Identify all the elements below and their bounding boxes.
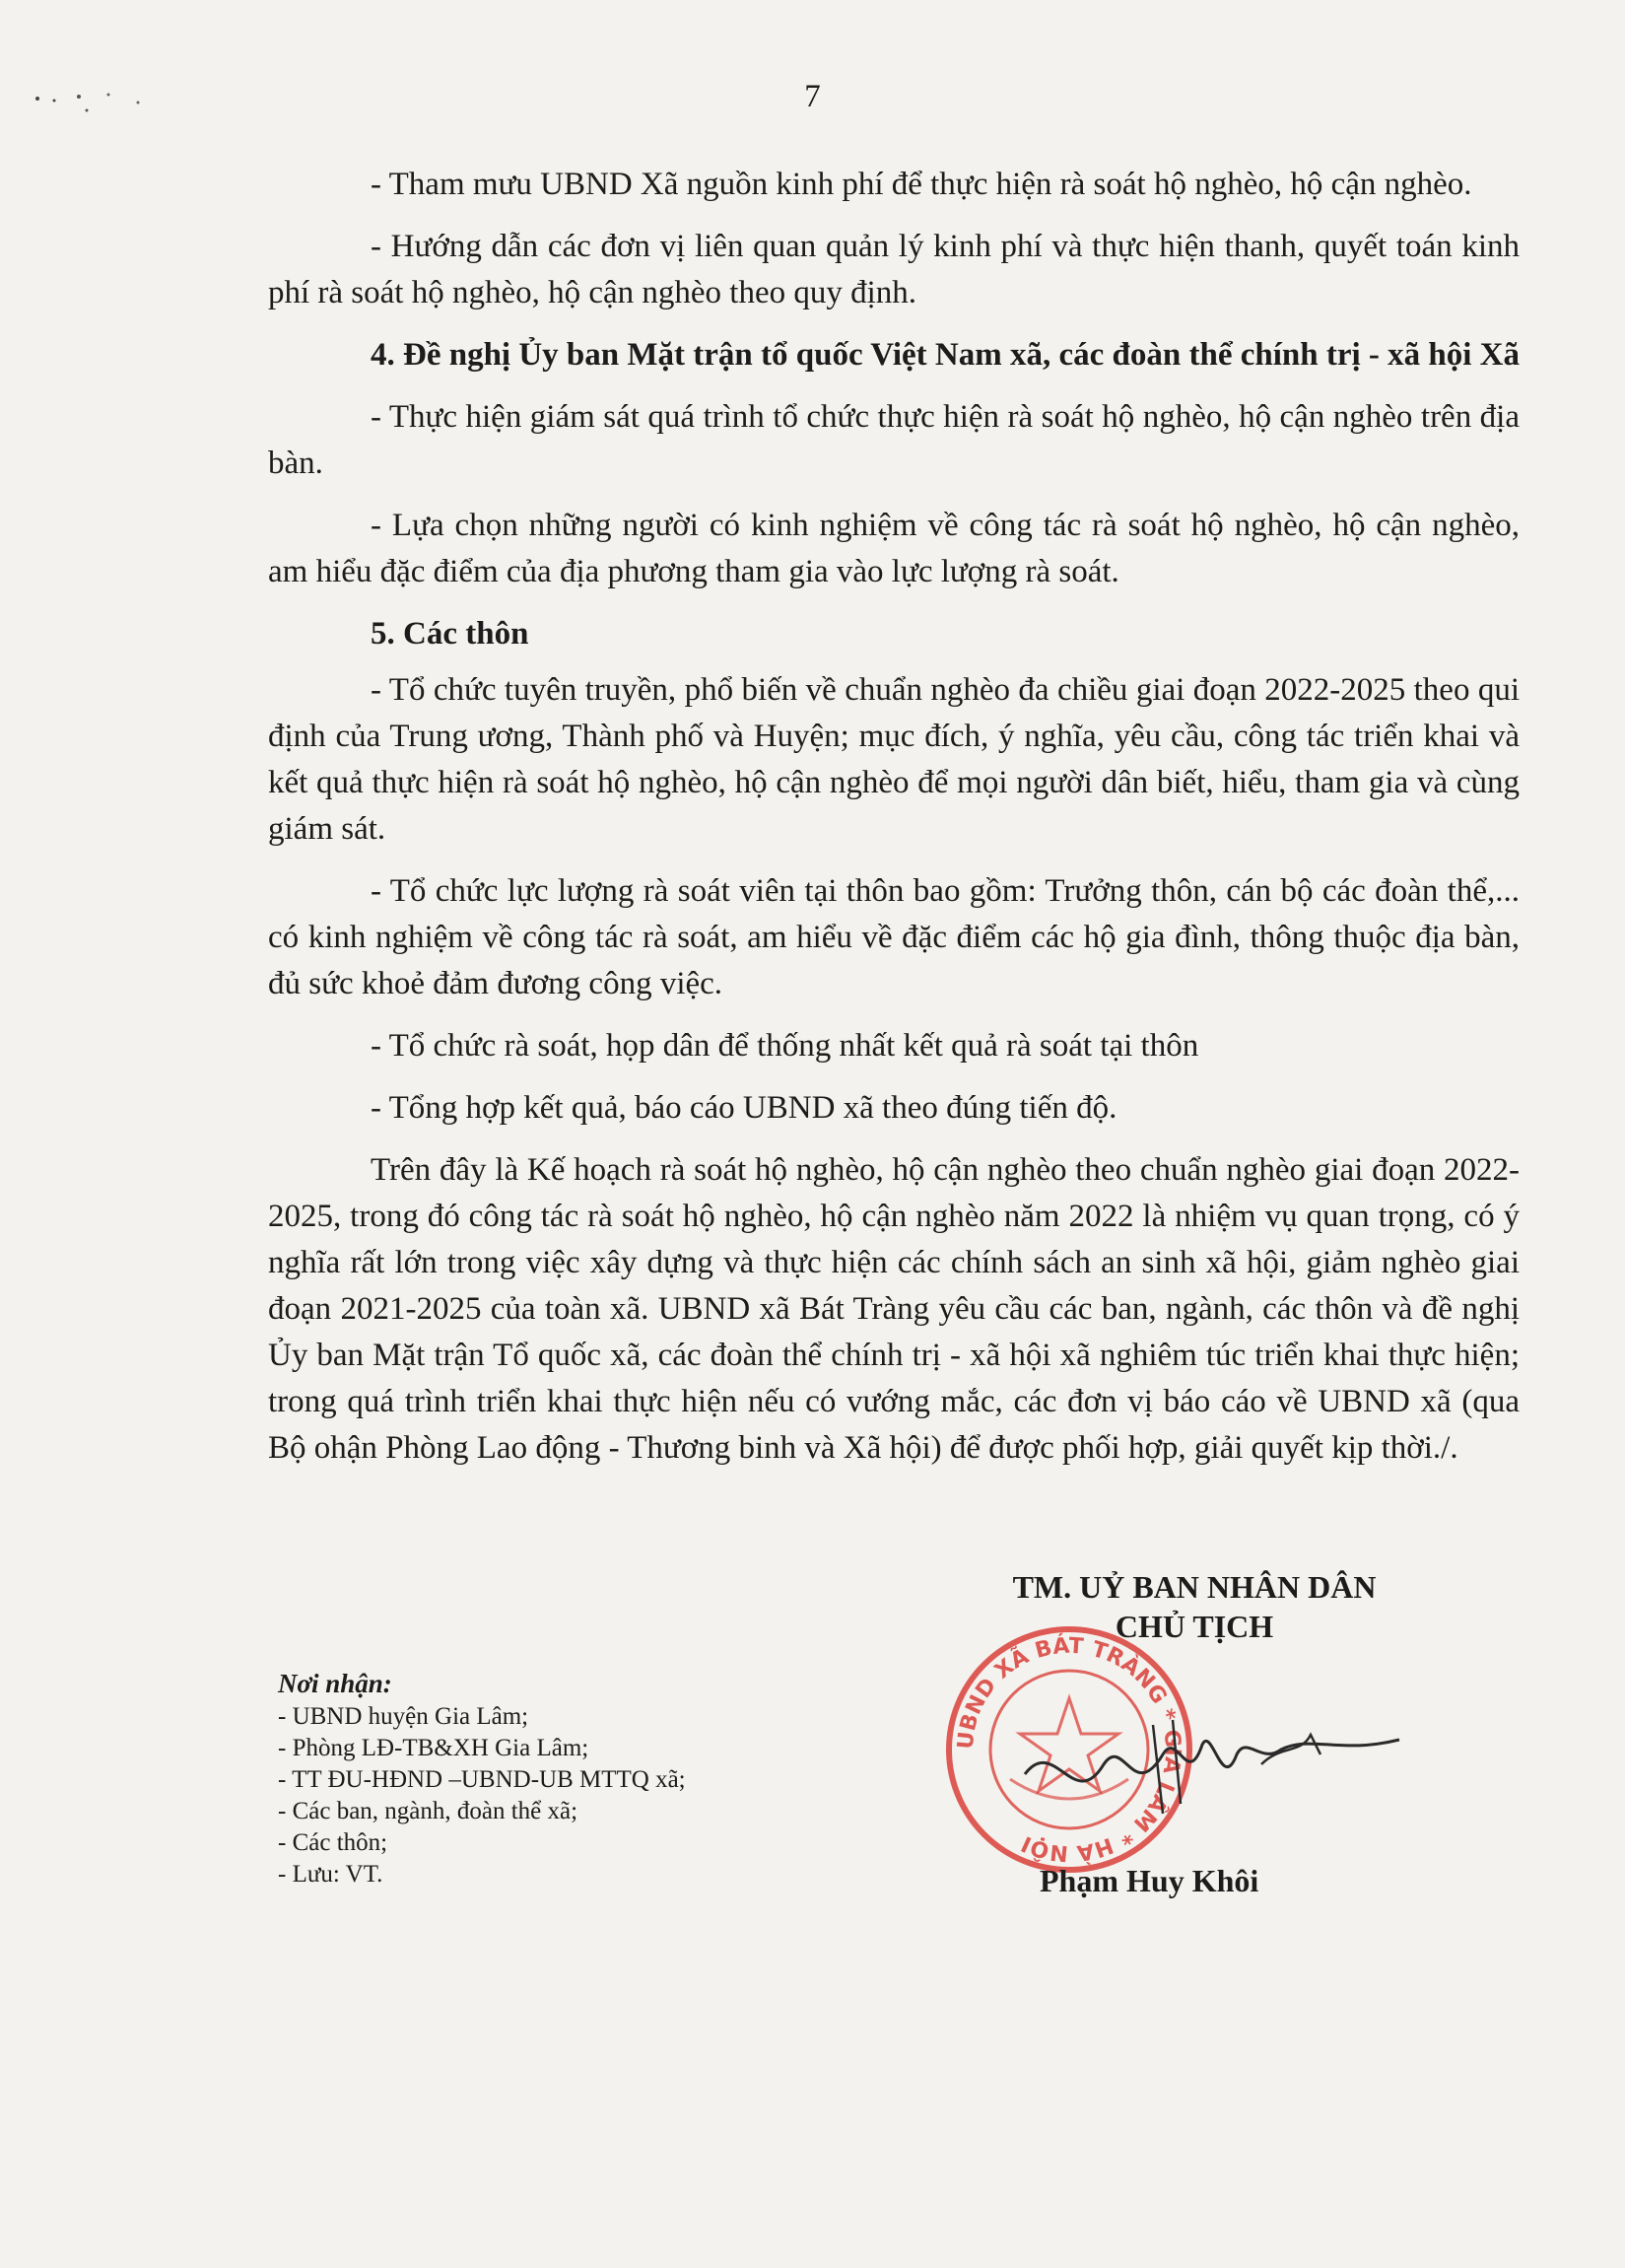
- recipient-item: - Các ban, ngành, đoàn thể xã;: [278, 1798, 578, 1824]
- paragraph: - Tham mưu UBND Xã nguồn kinh phí để thực hiện rà soát hộ nghèo, hộ cận nghèo.: [371, 167, 1472, 202]
- section4-item: - Lựa chọn những người có kinh nghiệm về công tác rà soát hộ nghèo, hộ cận nghèo, am hiểu đặc điểm của địa phương tham gia vào lực lượng rà soát.: [268, 508, 1520, 589]
- recipients-title: Nơi nhận:: [278, 1669, 392, 1698]
- signature-title: TM. UỶ BAN NHÂN DÂN: [1012, 1569, 1377, 1605]
- document-body: [268, 162, 1520, 1487]
- recipients-block: [278, 1668, 686, 1890]
- recipient-item: - Lưu: VT.: [278, 1861, 383, 1888]
- section5-item: - Tổng hợp kết quả, báo cáo UBND xã theo đúng tiến độ.: [371, 1090, 1117, 1126]
- recipient-item: - TT ĐU-HĐND –UBND-UB MTTQ xã;: [278, 1766, 686, 1793]
- handwritten-signature-icon: [1015, 1695, 1409, 1833]
- section4-item: - Thực hiện giám sát quá trình tổ chức thực hiện rà soát hộ nghèo, hộ cận nghèo trên địa bàn.: [268, 399, 1520, 481]
- section5-item: - Tổ chức rà soát, họp dân để thống nhất kết quả rà soát tại thôn: [371, 1028, 1199, 1064]
- paragraph: - Hướng dẫn các đơn vị liên quan quản lý kinh phí và thực hiện thanh, quyết toán kinh phí rà soát hộ nghèo, hộ cận nghèo theo quy định.: [268, 229, 1520, 310]
- recipient-item: - UBND huyện Gia Lâm;: [278, 1703, 529, 1730]
- signature-position: CHỦ TỊCH: [1115, 1609, 1274, 1644]
- section-heading-5: 5. Các thôn: [371, 616, 529, 652]
- recipients-list: [278, 1701, 686, 1890]
- closing-paragraph: Trên đây là Kế hoạch rà soát hộ nghèo, hộ cận nghèo theo chuẩn nghèo giai đoạn 2022-2025, trong đó công tác rà soát hộ nghèo, hộ cận nghèo năm 2022 là nhiệm vụ quan trọng, có ý nghĩa rất lớn trong việc xây dựng và thực hiện các chính sách an sinh xã hội, giảm nghèo giai đoạn 2021-2025 của toàn xã. UBND xã Bát Tràng yêu cầu các ban, ngành, các thôn và đề nghị Ủy ban Mặt trận Tổ quốc xã, các đoàn thể chính trị - xã hội xã nghiêm túc triển khai thực hiện; trong quá trình triển khai thực hiện nếu có vướng mắc, các đơn vị báo cáo về UBND xã (qua Bộ ohận Phòng Lao động - Thương binh và Xã hội) để được phối hợp, giải quyết kịp thời./.: [268, 1152, 1520, 1466]
- section-heading-4: 4. Đề nghị Ủy ban Mặt trận tổ quốc Việt Nam xã, các đoàn thể chính trị - xã hội Xã: [371, 337, 1521, 373]
- seal-text: UBND XÃ BÁT TRÀNG * GIA LÂM * HÀ NỘI: [953, 1633, 1185, 1866]
- recipient-item: - Phòng LĐ-TB&XH Gia Lâm;: [278, 1735, 589, 1761]
- signer-name: Phạm Huy Khôi: [1040, 1863, 1259, 1898]
- section5-item: - Tổ chức tuyên truyền, phổ biến về chuẩn nghèo đa chiều giai đoạn 2022-2025 theo qui định của Trung ương, Thành phố và Huyện; mục đích, ý nghĩa, yêu cầu, công tác triển khai và kết quả thực hiện rà soát hộ nghèo, hộ cận nghèo để mọi người dân biết, hiểu, tham gia và cùng giám sát.: [268, 672, 1520, 847]
- page-number: 7: [804, 79, 821, 114]
- recipient-item: - Các thôn;: [278, 1829, 388, 1856]
- section5-item: - Tổ chức lực lượng rà soát viên tại thôn bao gồm: Trưởng thôn, cán bộ các đoàn thể,... có kinh nghiệm về công tác rà soát, am hiểu về đặc điểm các hộ gia đình, thông thuộc địa bàn, đủ sức khoẻ đảm đương công việc.: [268, 873, 1520, 1001]
